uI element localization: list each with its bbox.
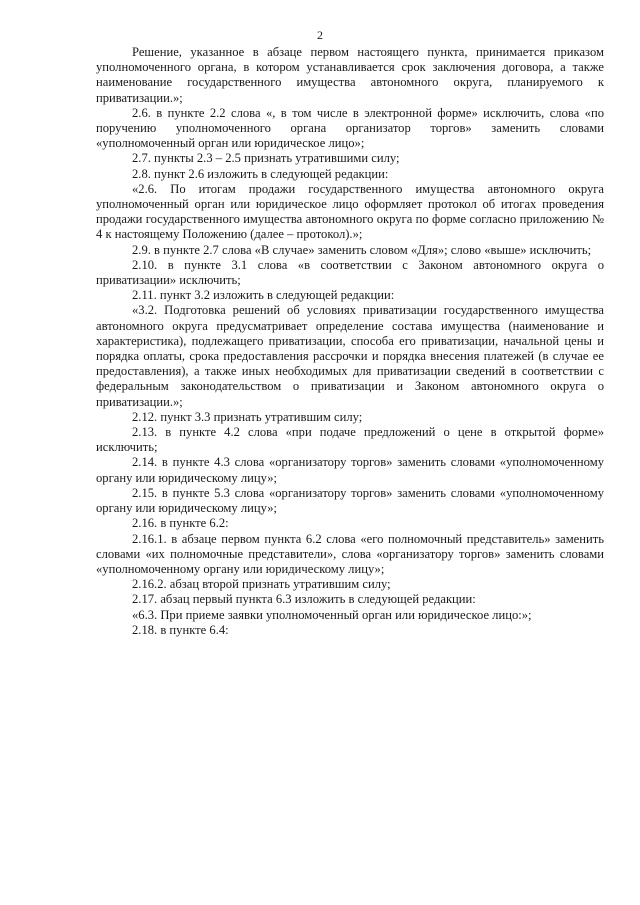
paragraph: «3.2. Подготовка решений об условиях приватизации государственного имущества автономного округа предусматривает определение состава имущества (наименование и характеристика), подлежащего приватизации, способа его приватизации, начальной цены и порядка оплаты, срока предоставления рассрочки и порядка внесения платежей (в случае ее предоставления), а также иных необходимых для приватизации сведений в соответствии с федеральным законодательством о приватизации и Законом автономного округа о приватизации.»; [96,303,604,409]
paragraph: 2.15. в пункте 5.3 слова «организатору торгов» заменить словами «уполномоченному органу или юридическому лицу»; [96,485,604,516]
paragraph: «6.3. При приеме заявки уполномоченный орган или юридическое лицо:»; [132,607,532,622]
paragraph: 2.13. в пункте 4.2 слова «при подаче предложений о цене в открытой форме» исключить; [96,425,604,455]
paragraph: «2.6. По итогам продажи государственного имущества автономного округа уполномоченный орган или юридическое лицо оформляет протокол об итогах проведения продажи государственного имущества автономного округа по форме согласно приложению № 4 к настоящему Положению (далее – протокол).»; [96,181,604,242]
paragraph: 2.6. в пункте 2.2 слова «, в том числе в электронной форме» исключить, слова «по поручению уполномоченного органа организатор торгов» заменить словами «уполномоченный орган или юридическое лицо»; [96,105,604,151]
paragraph: 2.12. пункт 3.3 признать утратившим силу; [132,409,363,424]
page-number: 2 [317,28,323,42]
paragraph: 2.7. пункты 2.3 – 2.5 признать утратившими силу; [132,151,400,166]
paragraph: 2.8. пункт 2.6 изложить в следующей редакции: [132,166,389,181]
paragraph: 2.16.1. в абзаце первом пункта 6.2 слова «его полномочный представитель» заменить словами «их полномочные представители», слова «организатору торгов» заменить словами «уполномоченному органу или юридическому лицу»; [96,531,604,576]
paragraph: Решение, указанное в абзаце первом настоящего пункта, принимается приказом уполномоченного органа, в котором устанавливается срок заключения договора, а также наименование государственного имущества автономного округа, планируемого к приватизации.»; [96,45,604,105]
paragraph: 2.17. абзац первый пункта 6.3 изложить в следующей редакции: [132,592,476,607]
paragraph: 2.10. в пункте 3.1 слова «в соответствии с Законом автономного округа о приватизации» исключить; [96,257,604,288]
paragraph: 2.16. в пункте 6.2: [132,516,229,531]
paragraph: 2.16.2. абзац второй признать утратившим силу; [132,577,391,592]
paragraph: 2.9. в пункте 2.7 слова «В случае» заменить словом «Для»; слово «выше» исключить; [132,242,592,257]
paragraph: 2.11. пункт 3.2 изложить в следующей редакции: [132,288,395,303]
paragraph: 2.14. в пункте 4.3 слова «организатору торгов» заменить словами «уполномоченному органу или юридическому лицу»; [96,455,604,485]
paragraph: 2.18. в пункте 6.4: [132,622,229,637]
document-body [96,45,604,638]
